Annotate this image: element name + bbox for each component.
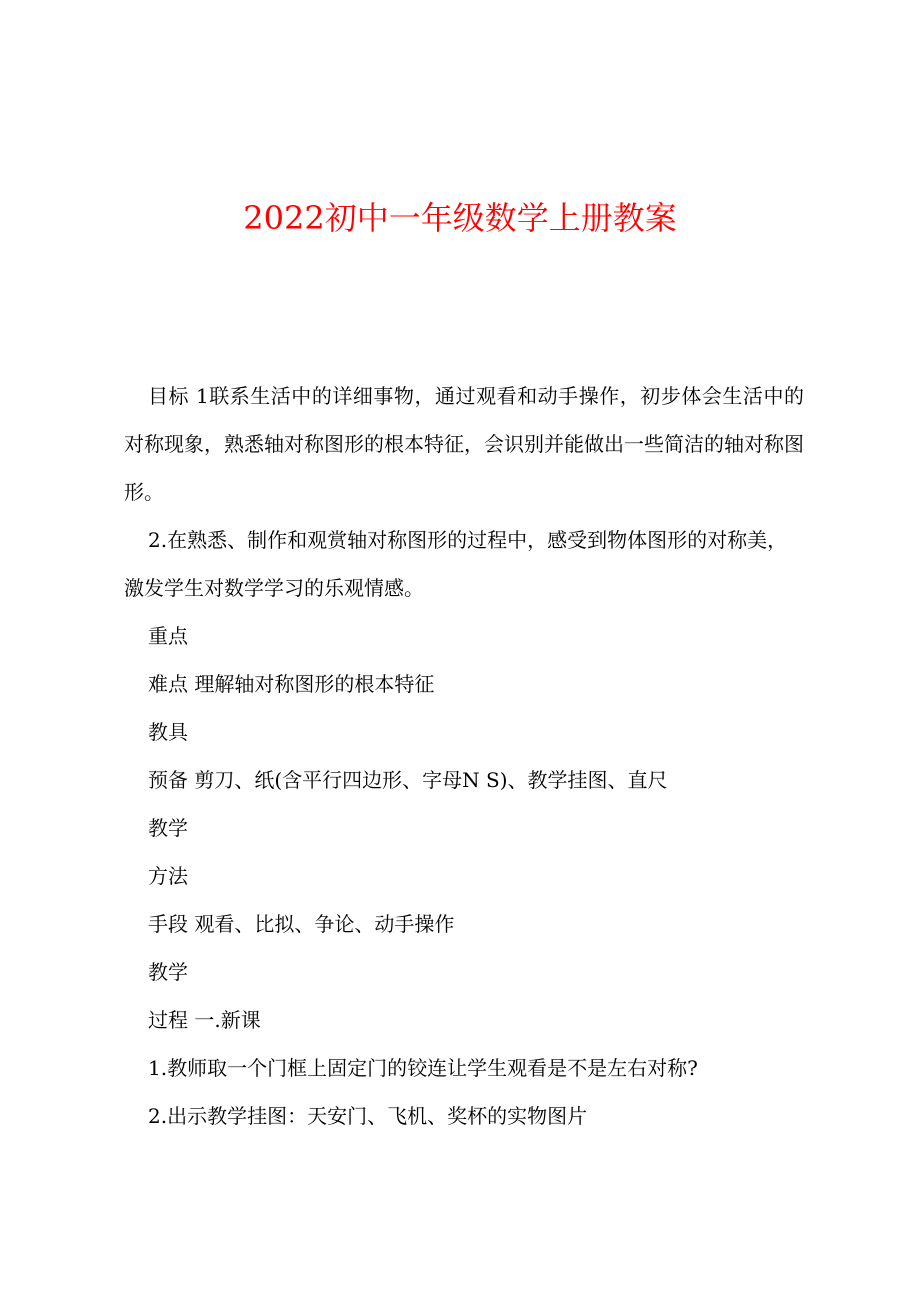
paragraph-preparation: 预备 剪刀、纸(含平行四边形、字母N S)、教学挂图、直尺 [148,768,668,792]
paragraph-key-points: 重点 [148,624,188,648]
paragraph-teaching: 教学 [148,816,188,840]
document-title: 2022初中一年级数学上册教案 [243,199,677,237]
paragraph-difficulties: 难点 理解轴对称图形的根本特征 [148,672,435,696]
paragraph-means: 手段 观看、比拟、争论、动手操作 [148,912,455,936]
paragraph-teaching-2: 教学 [148,960,188,984]
paragraph-teaching-aids: 教具 [148,720,188,744]
paragraph-objective-2: 2.在熟悉、制作和观赏轴对称图形的过程中，感受到物体图形的对称美，激发学生对数学学习的乐观情感。 [124,528,788,600]
paragraph-step-1: 1.教师取一个门框上固定门的铰连让学生观看是不是左右对称? [148,1056,698,1080]
paragraph-process: 过程 一.新课 [148,1008,261,1032]
paragraph-step-2: 2.出示教学挂图：天安门、飞机、奖杯的实物图片 [148,1104,588,1128]
paragraph-objective: 目标 1联系生活中的详细事物，通过观看和动手操作，初步体会生活中的对称现象，熟悉轴对称图形的根本特征，会识别并能做出一些简洁的轴对称图形。 [124,384,804,504]
document-body [124,372,804,1140]
paragraph-method: 方法 [148,864,188,888]
